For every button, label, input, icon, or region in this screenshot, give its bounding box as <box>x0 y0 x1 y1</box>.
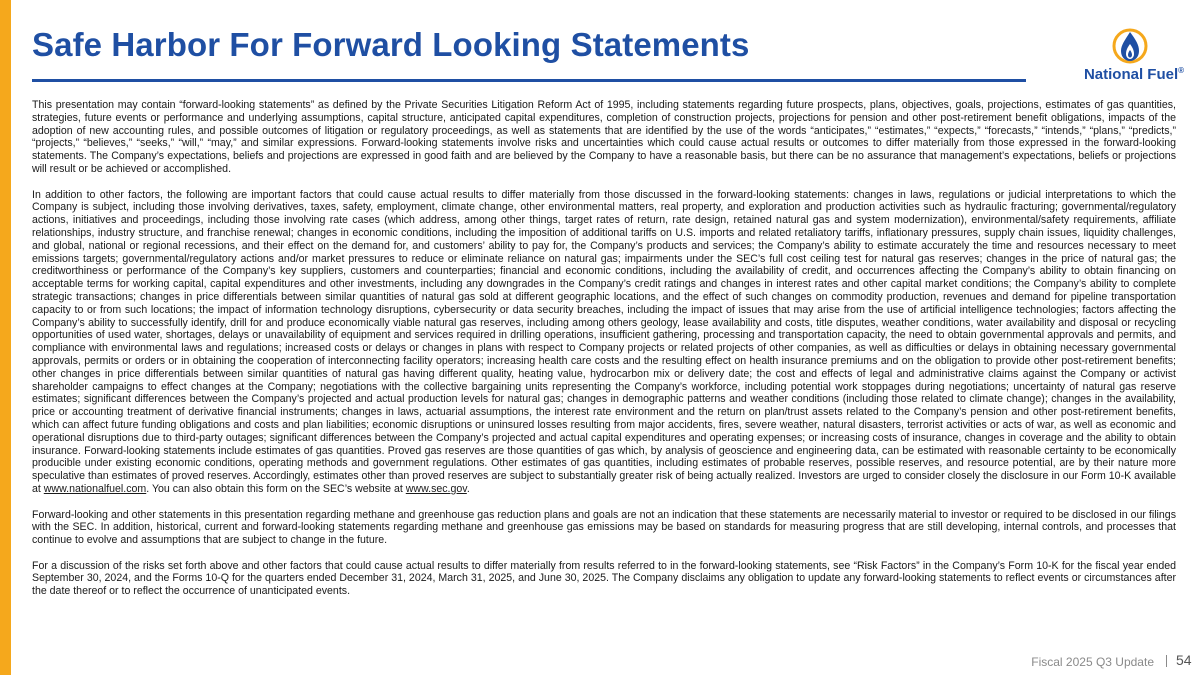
page-number: 54 <box>1176 652 1192 668</box>
paragraph-intro: This presentation may contain “forward-looking statements” as defined by the Private Securities Litigation Reform Act of 1995, including statements regarding future prospects, plans, objectives, goals, projections, estimates of gas quantities, strategies, future events or performance and underlying assumptions, capital structure, anticipated capital expenditures, completion of construction projects, projections for pension and other post-retirement benefit obligations, impacts of the adoption of new accounting rules, and possible outcomes of litigation or regulatory proceedings, as well as statements that are identified by the use of the words “anticipates,” “estimates,” “expects,” “forecasts,” “intends,” “plans,” “predicts,” “projects,” “believes,” “seeks,” “will,” “may,” and similar expressions. Forward-looking statements involve risks and uncertainties which could cause actual results or outcomes to differ materially from those expressed in the forward-looking statements. The Company’s expectations, beliefs and projections are expressed in good faith and are believed by the Company to have a reasonable basis, but there can be no assurance that management’s expectations, beliefs or projections will result or be achieved or accomplished. <box>32 99 1176 175</box>
footer-divider <box>1166 655 1167 667</box>
logo-registered-mark: ® <box>1178 66 1185 75</box>
logo-name: National Fuel <box>1083 66 1179 83</box>
title-underline <box>32 79 1026 82</box>
accent-bar <box>0 0 11 675</box>
factors-text-mid: . You can also obtain this form on the SEC’s website at <box>146 482 406 495</box>
slide-title: Safe Harbor For Forward Looking Statements <box>32 26 750 63</box>
logo-wordmark <box>1076 66 1192 83</box>
paragraph-factors <box>32 189 1176 496</box>
flame-logo-icon <box>1111 26 1149 66</box>
factors-text-end: . <box>466 482 470 495</box>
footer-label: Fiscal 2025 Q3 Update <box>1031 655 1154 669</box>
sec-link[interactable]: www.sec.gov <box>405 482 467 495</box>
disclaimer-body <box>32 99 1176 611</box>
nationalfuel-link[interactable]: www.nationalfuel.com <box>43 482 147 495</box>
paragraph-methane: Forward-looking and other statements in this presentation regarding methane and greenhouse gas reduction plans and goals are not an indication that these statements are necessarily material to investor or required to be disclosed in our filings with the SEC. In addition, historical, current and forward-looking statements regarding methane and greenhouse gas emissions may be based on standards for measuring progress that are still developing, internal controls, and processes that continue to evolve and assumptions that are subject to change in the future. <box>32 508 1176 547</box>
paragraph-risk-factors: For a discussion of the risks set forth above and other factors that could cause actual results to differ materially from results referred to in the forward-looking statements, see “Risk Factors” in the Company’s Form 10-K for the fiscal year ended September 30, 2024, and the Forms 10-Q for the quarters ended December 31, 2024, March 31, 2025, and June 30, 2025. The Company disclaims any obligation to update any forward-looking statements to reflect events or circumstances after the date thereof or to reflect the occurrence of unanticipated events. <box>32 559 1176 598</box>
company-logo <box>1072 26 1192 86</box>
factors-text: In addition to other factors, the following are important factors that could cause actual results to differ materially from those discussed in the forward-looking statements: changes in laws, regulations or judicial interpretations to which the Company is subject, including those involving derivatives, taxes, safety, employment, climate change, other environmental matters, real property, and exploration and production activities such as hydraulic fracturing; governmental/regulatory actions, initiatives and proceedings, including those involving rate cases (which address, among other things, target rates of return, rate design, retained natural gas and system modernization), environmental/safety requirements, affiliate relationships, industry structure, and franchise renewal; changes in economic conditions, including the imposition of additional tariffs on U.S. imports and related retaliatory tariffs, inflationary pressures, supply chain issues, liquidity challenges, and global, national or regional recessions, and their effect on the demand for, and customers’ ability to pay for, the Company’s products and services; the Company’s ability to estimate accurately the time and resources necessary to meet emissions targets; governmental/regulatory actions and/or market pressures to reduce or eliminate reliance on natural gas; impairments under the SEC’s full cost ceiling test for natural gas reserves; changes in the price of natural gas; the creditworthiness or performance of the Company’s key suppliers, customers and counterparties; financial and economic conditions, including the availability of credit, and occurrences affecting the Company’s ability to obtain financing on acceptable terms for working capital, capital expenditures and other investments, including any downgrades in the Company’s credit ratings and changes in interest rates and other capital market conditions; the Company’s ability to complete strategic transactions; changes in price differentials between similar quantities of natural gas sold at different geographic locations, and the effect of such changes on commodity production, revenues and demand for pipeline transportation capacity to or from such locations; the impact of information technology disruptions, cybersecurity or data security breaches, including the impact of issues that may arise from the use of artificial intelligence technologies; factors affecting the Company’s ability to successfully identify, drill for and produce economically viable natural gas reserves, including among others geology, lease availability and costs, title disputes, weather conditions, water availability and disposal or recycling opportunities of used water, shortages, delays or unavailability of equipment and services required in drilling operations, insufficient gathering, processing and transportation capacity, the need to obtain governmental approvals and permits, and compliance with environmental laws and regulations; increased costs or delays or changes in plans with respect to Company projects or related projects of other companies, as well as difficulties or delays in obtaining necessary governmental approvals, permits or orders or in obtaining the cooperation of interconnecting facility operators; increasing health care costs and the resulting effect on health insurance premiums and on the obligation to provide other post-retirement benefits; other changes in price differentials between similar quantities of natural gas having different quality, heating value, hydrocarbon mix or delivery date; the cost and effects of legal and administrative claims against the Company or activist shareholder campaigns to effect changes at the Company; negotiations with the collective bargaining units representing the Company’s workforce, including potential work stoppages during negotiations; uncertainty of natural gas reserve estimates; significant differences between the Company’s projected and actual production levels for natural gas; changes in demographic patterns and weather conditions (including those related to climate change); changes in the availability, price or accounting treatment of derivative financial instruments; changes in laws, actuarial assumptions, the interest rate environment and the return on plan/trust assets related to the Company’s pension and other post-retirement benefits, which can affect future funding obligations and costs and plan liabilities; economic disruptions or uninsured losses resulting from major accidents, fires, severe weather, natural disasters, terrorist activities or acts of war, as well as economic and operational disruptions due to third-party outages; significant differences between the Company’s projected and actual capital expenditures and operating expenses; or increasing costs of insurance, changes in coverage and the ability to obtain insurance. Forward-looking statements include estimates of gas quantities. Proved gas reserves are those quantities of gas which, by analysis of geoscience and engineering data, can be estimated with reasonable certainty to be economically producible under existing economic conditions, operating methods and government regulations. Other estimates of gas quantities, including estimates of probable reserves, possible reserves, and resource potential, are by their nature more speculative than estimates of proved reserves. Accordingly, estimates other than proved reserves are subject to substantially greater risk of being actually realized. Investors are urged to consider closely the disclosure in our Form 10-K available at <box>32 188 1176 495</box>
